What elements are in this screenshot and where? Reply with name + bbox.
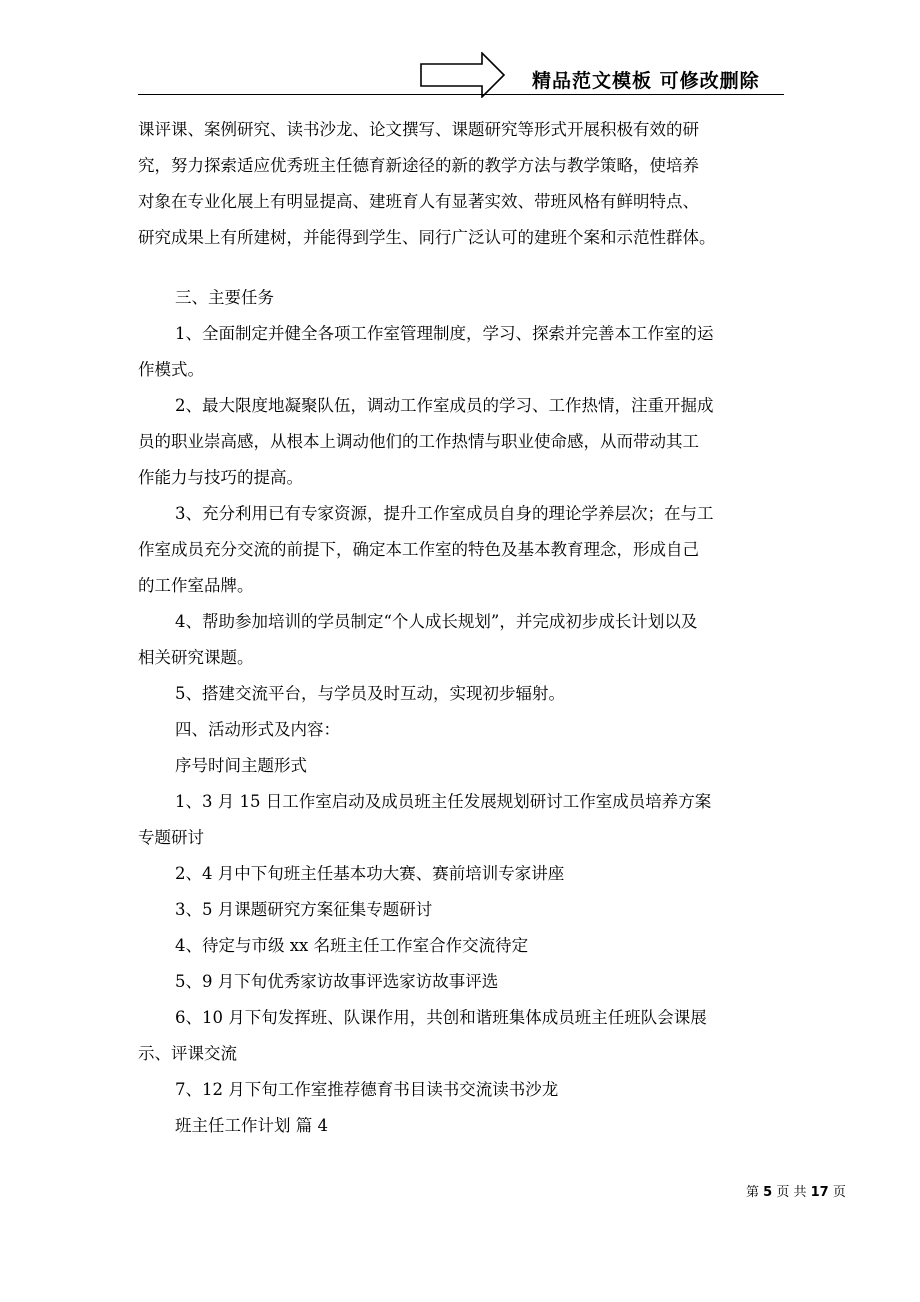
intro-paragraph [138,112,784,256]
page-header [0,0,920,100]
text-line: 5、搭建交流平台，与学员及时互动，实现初步辐射。 [175,684,565,703]
text-line: 作室成员充分交流的前提下，确定本工作室的特色及基本教育理念，形成自己 [138,540,699,559]
text-line: 3、5 月课题研究方案征集专题研讨 [175,900,433,919]
text-line: 班主任工作计划 篇 4 [175,1116,328,1135]
text-line: 4、帮助参加培训的学员制定“个人成长规划”，并完成初步成长计划以及 [175,612,698,631]
text-line: 1、3 月 15 日工作室启动及成员班主任发展规划研讨工作室成员培养方案 [175,792,712,811]
text-line: 2、4 月中下旬班主任基本功大赛、赛前培训专家讲座 [175,864,565,883]
text-line: 三、主要任务 [175,288,274,307]
text-line: 的工作室品牌。 [138,576,254,595]
text-line: 相关研究课题。 [138,648,254,667]
page-prefix: 第 [746,1185,760,1200]
text-line: 4、待定与市级 xx 名班主任工作室合作交流待定 [175,936,529,955]
text-line: 作模式。 [138,360,204,379]
page-number [746,1181,846,1200]
header-title: 精品范文模板 可修改删除 [532,70,760,92]
text-line: 作能力与技巧的提高。 [138,468,303,487]
document-body [138,112,784,1144]
text-line: 1、全面制定并健全各项工作室管理制度，学习、探索并完善本工作室的运 [175,324,714,343]
text-line: 5、9 月下旬优秀家访故事评选家访故事评选 [175,972,499,991]
text-line: 究，努力探索适应优秀班主任德育新途径的新的教学方法与教学策略，使培养 [138,156,699,175]
text-line: 员的职业崇高感，从根本上调动他们的工作热情与职业使命感，从而带动其工 [138,432,699,451]
current-page: 5 [763,1185,773,1200]
text-line: 课评课、案例研究、读书沙龙、论文撰写、课题研究等形式开展积极有效的研 [138,120,699,139]
main-section [138,280,784,1144]
arrow-right-icon [420,52,506,98]
text-line: 四、活动形式及内容： [175,720,340,739]
page-suffix: 页 [832,1185,846,1200]
text-line: 研究成果上有所建树，并能得到学生、同行广泛认可的建班个案和示范性群体。 [138,228,716,247]
text-line: 6、10 月下旬发挥班、队课作用，共创和谐班集体成员班主任班队会课展 [175,1008,707,1027]
total-pages: 17 [810,1185,829,1200]
text-line: 专题研讨 [138,828,204,847]
text-line: 3、充分利用已有专家资源，提升工作室成员自身的理论学养层次；在与工 [175,504,714,523]
text-line: 7、12 月下旬工作室推荐德育书目读书交流读书沙龙 [175,1080,559,1099]
text-line: 对象在专业化展上有明显提高、建班育人有显著实效、带班风格有鲜明特点、 [138,192,699,211]
text-line: 示、评课交流 [138,1044,237,1063]
text-line: 2、最大限度地凝聚队伍，调动工作室成员的学习、工作热情，注重开掘成 [175,396,714,415]
text-line: 序号时间主题形式 [175,756,307,775]
paragraph-gap [138,256,784,280]
page-middle: 页 共 [776,1185,807,1200]
header-rule [138,94,784,95]
